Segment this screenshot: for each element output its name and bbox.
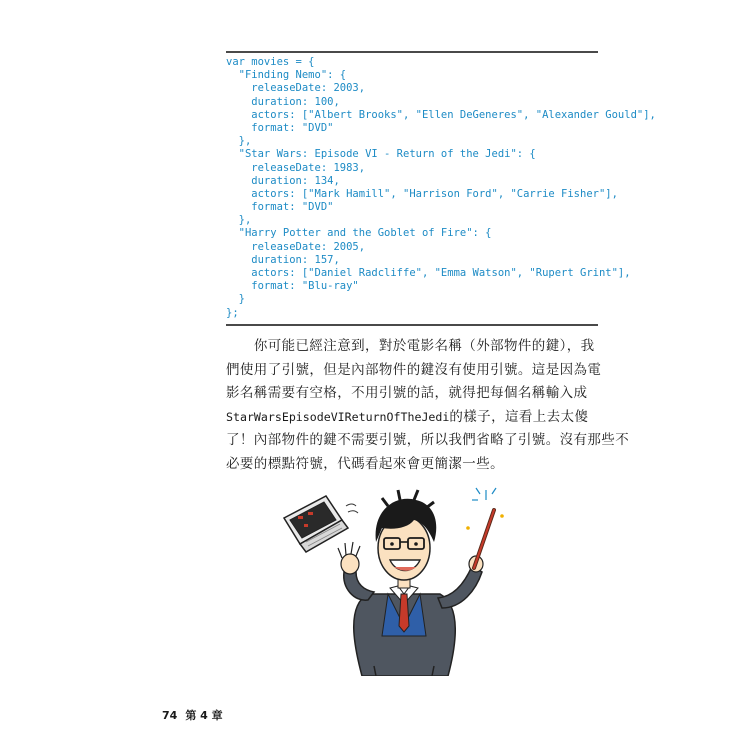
code-listing bbox=[226, 56, 656, 320]
body-paragraph bbox=[226, 335, 630, 476]
code-line: actors: ["Daniel Radcliffe", "Emma Watson", "Rupert Grint"], bbox=[226, 267, 631, 279]
inline-code: StarWarsEpisodeVIReturnOfTheJedi bbox=[226, 409, 450, 424]
code-line: actors: ["Mark Hamill", "Harrison Ford", "Carrie Fisher"], bbox=[226, 187, 618, 200]
code-line: }; bbox=[226, 306, 239, 319]
code-line: format: "DVD" bbox=[226, 201, 334, 214]
code-line: duration: 134, bbox=[226, 174, 340, 187]
paragraph-line: 們使用了引號，但是內部物件的鍵沒有使用引號。這是因為電 bbox=[226, 361, 602, 378]
code-line: actors: ["Albert Brooks", "Ellen DeGeneres", "Alexander Gould"], bbox=[226, 108, 656, 121]
code-line: "Harry Potter and the Goblet of Fire": { bbox=[226, 227, 492, 240]
paragraph-line: 了！內部物件的鍵不需要引號，所以我們省略了引號。沒有那些不 bbox=[226, 432, 630, 448]
chapter-label: 第 4 章 bbox=[185, 709, 223, 722]
paragraph-line: 必要的標點符號，代碼看起來會更簡潔一些。 bbox=[226, 455, 504, 472]
code-line: releaseDate: 2005, bbox=[226, 240, 366, 253]
code-top-rule bbox=[226, 51, 598, 53]
paragraph-line bbox=[226, 335, 598, 359]
paragraph-text: 你可能已經注意到，對於電影名稱（外部物件的鍵），我 bbox=[253, 338, 595, 354]
code-line: "Star Wars: Episode VI - Return of the Jedi": { bbox=[226, 148, 536, 161]
code-line: format: "DVD" bbox=[226, 121, 334, 134]
paragraph-line: 影名稱需要有空格，不用引號的話，就得把每個名稱輸入成 bbox=[226, 385, 588, 401]
code-line: }, bbox=[226, 214, 252, 227]
code-line: var movies = { bbox=[226, 56, 315, 68]
magic-wand-icon bbox=[474, 510, 494, 568]
paragraph-text: 的樣子，這看上去太傻 bbox=[449, 408, 589, 425]
waving-hand bbox=[338, 542, 360, 574]
page-footer bbox=[162, 707, 223, 723]
laptop-icon bbox=[284, 496, 358, 552]
code-bottom-rule bbox=[226, 324, 598, 326]
code-line: duration: 100, bbox=[226, 95, 340, 108]
code-line: } bbox=[226, 293, 245, 306]
sparkle-icon bbox=[472, 488, 496, 500]
code-line: duration: 157, bbox=[226, 253, 340, 266]
cartoon-head bbox=[376, 490, 437, 580]
code-line: format: "Blu-ray" bbox=[226, 280, 359, 293]
code-line: "Finding Nemo": { bbox=[226, 69, 347, 82]
wizard-cartoon-illustration bbox=[276, 476, 516, 676]
code-line: releaseDate: 2003, bbox=[226, 82, 366, 95]
page-number: 74 bbox=[162, 709, 178, 722]
code-line: releaseDate: 1983, bbox=[226, 161, 366, 174]
code-line: }, bbox=[226, 135, 252, 148]
paragraph-line bbox=[226, 406, 598, 430]
